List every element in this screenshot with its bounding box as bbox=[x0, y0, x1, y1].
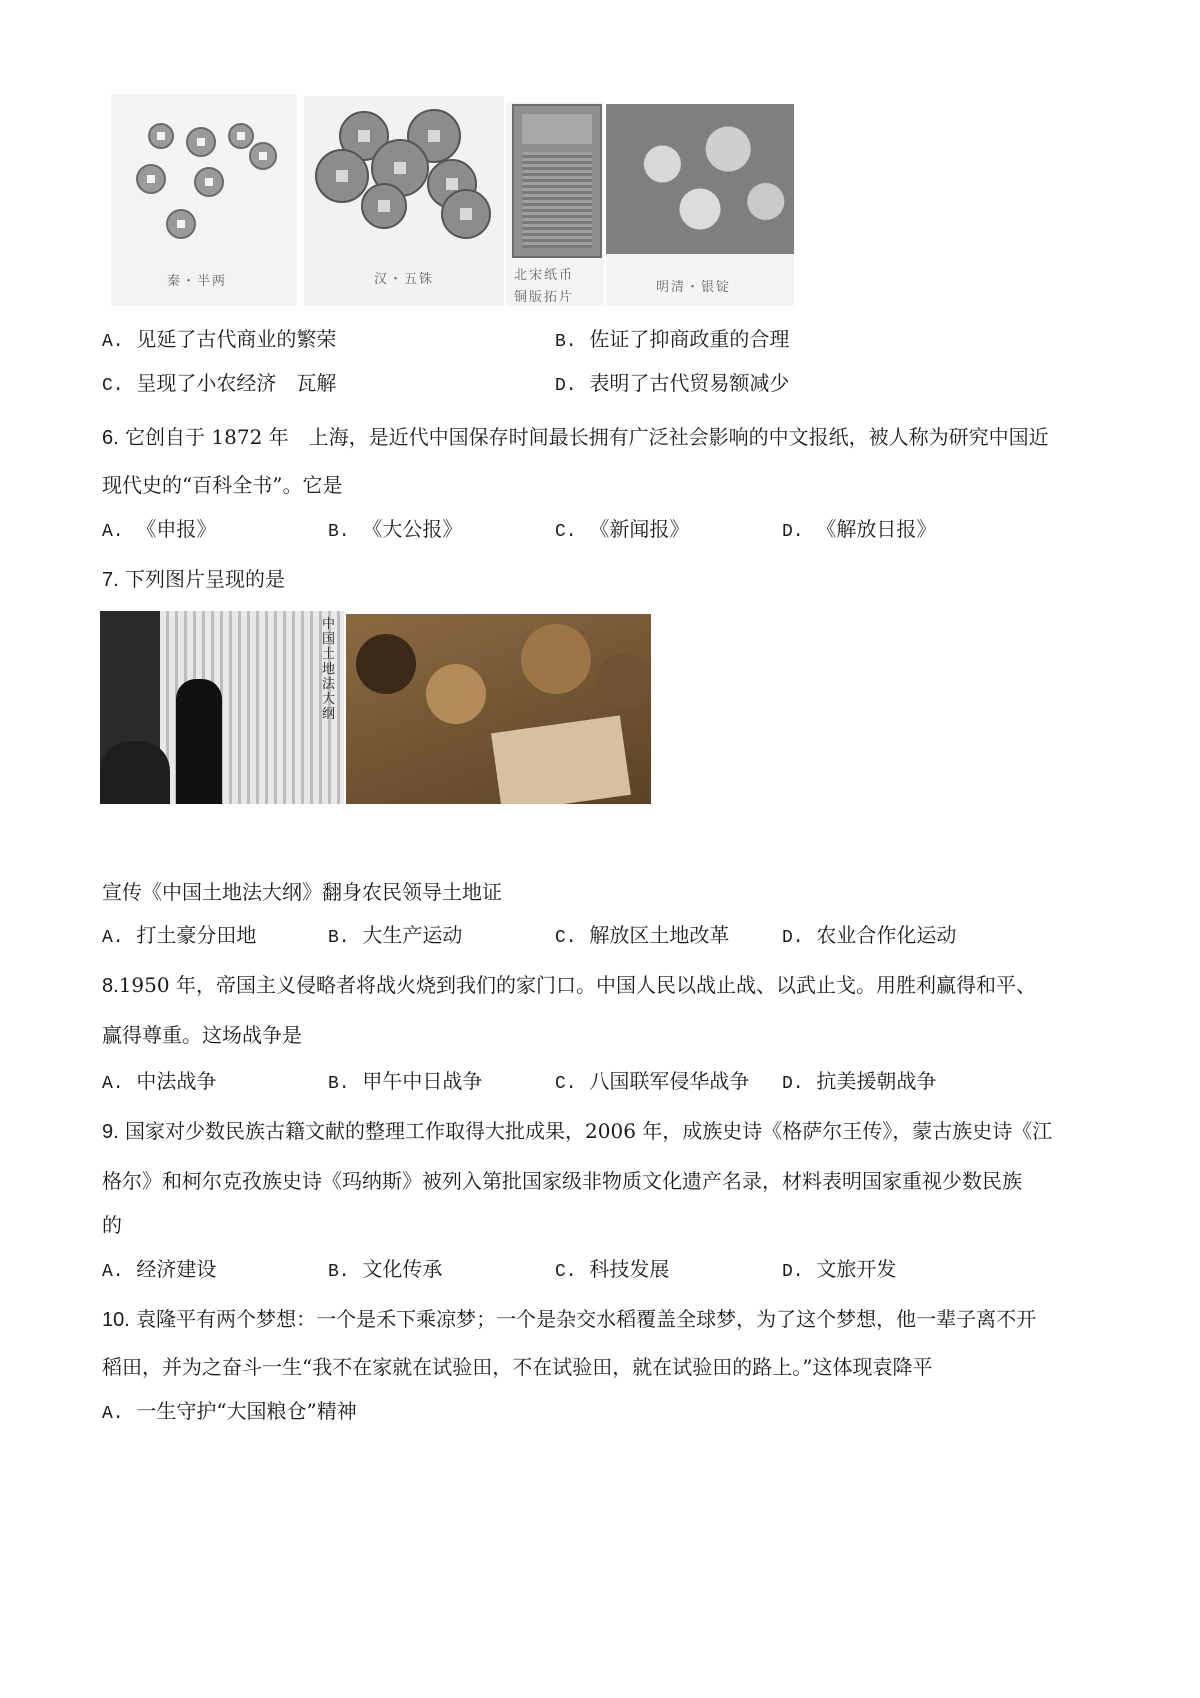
option-d[interactable] bbox=[782, 1256, 896, 1285]
option-letter: A. bbox=[102, 1404, 124, 1424]
option-text: 《新闻报》 bbox=[589, 517, 690, 541]
question-10-stem-line2: 稻田，并为之奋斗一生“我不在家就在试验田，不在试验田，就在试验田的路上。”这体现袁降平 bbox=[102, 1355, 933, 1379]
q5-image-qin-banliang bbox=[111, 94, 297, 306]
option-letter: A. bbox=[102, 332, 124, 352]
image-caption-line1: 北宋纸币 bbox=[514, 268, 575, 283]
option-text: 甲午中日战争 bbox=[362, 1069, 483, 1093]
option-d[interactable] bbox=[555, 370, 789, 399]
option-letter: C. bbox=[555, 1262, 577, 1282]
question-9-stem-line3: 的 bbox=[102, 1213, 122, 1237]
question-number: 8. bbox=[102, 975, 119, 997]
option-c[interactable] bbox=[555, 516, 689, 545]
q7-photo-farmers-land-certificate bbox=[346, 614, 651, 804]
option-b[interactable] bbox=[328, 922, 462, 951]
option-letter: B. bbox=[328, 1262, 350, 1282]
option-letter: B. bbox=[328, 522, 350, 542]
question-9-stem-line1 bbox=[102, 1118, 1052, 1145]
question-number: 9. bbox=[102, 1121, 119, 1143]
option-letter: D. bbox=[782, 1262, 804, 1282]
question-6-stem-line2: 现代史的“百科全书”。它是 bbox=[102, 473, 343, 497]
option-d[interactable] bbox=[782, 516, 936, 545]
option-text: 经济建设 bbox=[136, 1257, 217, 1281]
question-10-stem-line1 bbox=[102, 1306, 1036, 1333]
option-text: 文化传承 bbox=[362, 1257, 443, 1281]
option-text: 抗美援朝战争 bbox=[816, 1069, 937, 1093]
option-text: 呈现了小农经济 瓦解 bbox=[136, 371, 337, 395]
option-letter: B. bbox=[555, 332, 577, 352]
option-c[interactable] bbox=[555, 922, 729, 951]
person-silhouette bbox=[176, 679, 222, 804]
option-text: 中法战争 bbox=[136, 1069, 217, 1093]
option-letter: A. bbox=[102, 522, 124, 542]
option-text: 八国联军侵华战争 bbox=[589, 1069, 750, 1093]
question-text: 它创自于 1872 年 上海，是近代中国保存时间最长拥有广泛社会影响的中文报纸，被人称为研究中国近 bbox=[125, 425, 1049, 449]
option-text: 表明了古代贸易额减少 bbox=[589, 371, 790, 395]
option-d[interactable] bbox=[782, 1068, 936, 1097]
image-caption: 明清・银锭 bbox=[656, 280, 732, 295]
option-text: 打土豪分田地 bbox=[136, 923, 257, 947]
option-a[interactable] bbox=[102, 1068, 216, 1097]
option-letter: C. bbox=[555, 522, 577, 542]
option-c[interactable] bbox=[555, 1068, 749, 1097]
option-d[interactable] bbox=[782, 922, 956, 951]
question-text: 下列图片呈现的是 bbox=[125, 567, 286, 591]
question-number: 6. bbox=[102, 427, 119, 449]
image-caption: 汉・五铢 bbox=[374, 272, 435, 287]
question-text: 1950 年，帝国主义侵略者将战火烧到我们的家门口。中国人民以战止战、以武止戈。用胜利赢得和平、 bbox=[118, 973, 1036, 997]
land-certificate bbox=[491, 715, 631, 804]
option-a[interactable] bbox=[102, 326, 336, 355]
option-text: 农业合作化运动 bbox=[816, 923, 957, 947]
question-text: 国家对少数民族古籍文献的整理工作取得大批成果，2006 年，成族史诗《格萨尔王传》，蒙古族史诗《江 bbox=[125, 1119, 1053, 1143]
q5-image-han-wuzhu bbox=[304, 96, 504, 306]
option-a[interactable] bbox=[102, 516, 216, 545]
option-text: 《大公报》 bbox=[362, 517, 463, 541]
option-a[interactable] bbox=[102, 1398, 357, 1427]
option-a[interactable] bbox=[102, 922, 256, 951]
option-letter: A. bbox=[102, 1262, 124, 1282]
question-number: 10. bbox=[102, 1309, 130, 1331]
q5-image-song-paper-money bbox=[506, 102, 604, 306]
question-8-stem-line2: 赢得尊重。这场战争是 bbox=[102, 1023, 302, 1047]
option-b[interactable] bbox=[555, 326, 789, 355]
option-b[interactable] bbox=[328, 1256, 442, 1285]
option-letter: A. bbox=[102, 928, 124, 948]
banknote-print bbox=[512, 104, 602, 258]
option-c[interactable] bbox=[555, 1256, 669, 1285]
option-text: 文旅开发 bbox=[816, 1257, 897, 1281]
option-text: 大生产运动 bbox=[362, 923, 463, 947]
question-number: 7. bbox=[102, 569, 119, 591]
option-letter: A. bbox=[102, 1074, 124, 1094]
option-text: 一生守护“大国粮仓”精神 bbox=[136, 1399, 357, 1423]
silver-ingots-pile bbox=[606, 104, 794, 254]
option-text: 见延了古代商业的繁荣 bbox=[136, 327, 337, 351]
option-text: 佐证了抑商政重的合理 bbox=[589, 327, 790, 351]
option-b[interactable] bbox=[328, 516, 462, 545]
option-letter: D. bbox=[555, 376, 577, 396]
option-letter: D. bbox=[782, 1074, 804, 1094]
question-8-stem-line1 bbox=[102, 972, 1036, 999]
option-text: 解放区土地改革 bbox=[589, 923, 730, 947]
q7-photo-land-law-poster bbox=[100, 611, 344, 804]
option-letter: B. bbox=[328, 928, 350, 948]
option-letter: C. bbox=[102, 376, 124, 396]
option-letter: B. bbox=[328, 1074, 350, 1094]
question-9-stem-line2: 格尔》和柯尔克孜族史诗《玛纳斯》被列入第批国家级非物质文化遗产名录，材料表明国家重视少数民族 bbox=[102, 1169, 1022, 1193]
option-a[interactable] bbox=[102, 1256, 216, 1285]
poster-title: 中国土地法大纲 bbox=[322, 617, 336, 722]
question-6-stem-line1 bbox=[102, 424, 1049, 451]
image-caption-line2: 铜版拓片 bbox=[514, 290, 575, 305]
option-text: 《申报》 bbox=[136, 517, 217, 541]
option-letter: D. bbox=[782, 522, 804, 542]
option-text: 科技发展 bbox=[589, 1257, 670, 1281]
option-letter: D. bbox=[782, 928, 804, 948]
option-letter: C. bbox=[555, 928, 577, 948]
option-b[interactable] bbox=[328, 1068, 482, 1097]
q7-image-caption: 宣传《中国土地法大纲》翻身农民领导土地证 bbox=[102, 880, 502, 904]
question-text: 袁隆平有两个梦想：一个是禾下乘凉梦；一个是杂交水稻覆盖全球梦，为了这个梦想，他一辈子离不开 bbox=[136, 1307, 1037, 1331]
question-7-stem bbox=[102, 566, 285, 593]
image-caption: 秦・半两 bbox=[167, 274, 228, 289]
option-text: 《解放日报》 bbox=[816, 517, 937, 541]
option-c[interactable] bbox=[102, 370, 336, 399]
q5-image-mingqing-silver bbox=[606, 104, 794, 306]
option-letter: C. bbox=[555, 1074, 577, 1094]
crowd-silhouette bbox=[100, 741, 170, 804]
